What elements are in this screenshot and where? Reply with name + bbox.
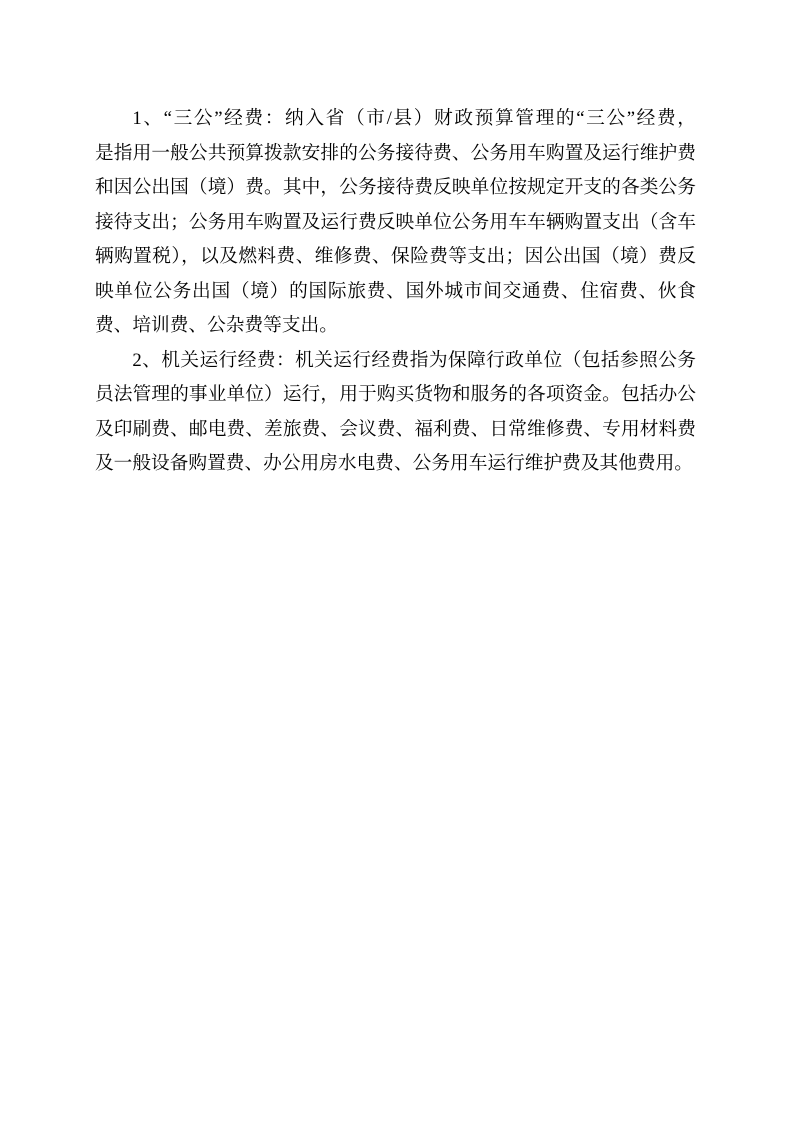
text-line: 费、培训费、公杂费等支出。 (95, 315, 338, 336)
text-content (95, 102, 696, 482)
text-line: 及印刷费、邮电费、差旅费、会议费、福利费、日常维修费、专用材料费 (95, 418, 696, 440)
text-line: 接待支出；公务用车购置及运行费反映单位公务用车车辆购置支出（含车 (95, 211, 696, 233)
text-line: 1、“三公”经费：纳入省（市/县）财政预算管理的“三公”经费， (132, 108, 696, 129)
text-line: 及一般设备购置费、办公用房水电费、公务用车运行维护费及其他费用。 (95, 453, 693, 474)
paragraph-sangong-expenses (95, 102, 696, 344)
text-line: 2、机关运行经费：机关运行经费指为保障行政单位（包括参照公务 (132, 349, 696, 371)
text-line: 员法管理的事业单位）运行，用于购买货物和服务的各项资金。包括办公 (95, 384, 696, 405)
text-line: 辆购置税），以及燃料费、维修费、保险费等支出；因公出国（境）费反 (95, 246, 696, 267)
text-line: 是指用一般公共预算拨款安排的公务接待费、公务用车购置及运行维护费 (95, 142, 696, 164)
paragraph-agency-operating-expenses (95, 344, 696, 482)
text-line: 映单位公务出国（境）的国际旅费、国外城市间交通费、住宿费、伙食 (95, 280, 696, 302)
text-line: 和因公出国（境）费。其中，公务接待费反映单位按规定开支的各类公务 (95, 177, 696, 198)
